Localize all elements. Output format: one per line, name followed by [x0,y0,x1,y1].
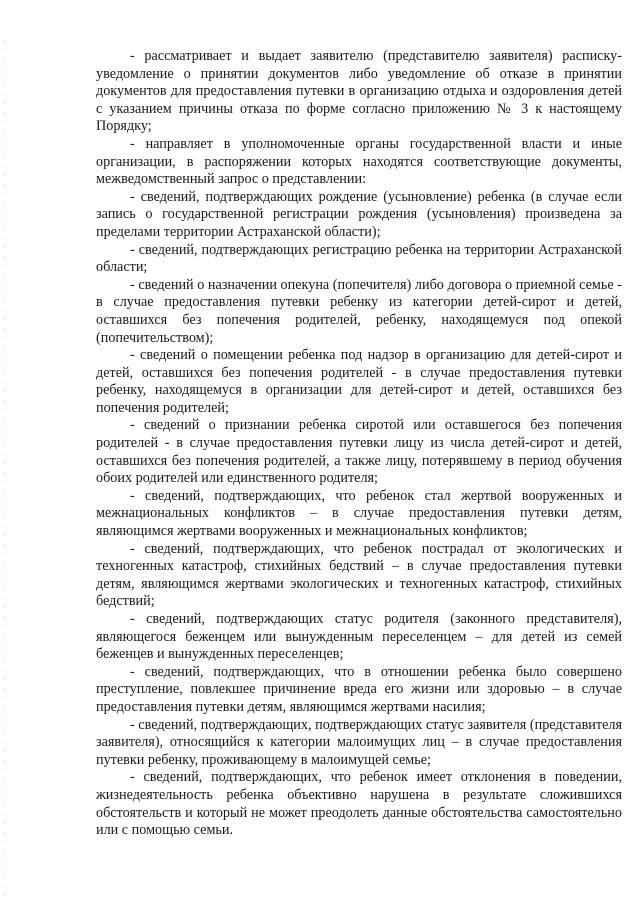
paragraph: - сведений, подтверждающих, что ребенок имеет отклонения в поведении, жизнедеятельность ребенка объективно нарушена в результате сложившихся обстоятельств и который не может преодолеть данные обстоятельства самостоятельно или с помощью семьи. [96,769,622,839]
paragraph: - сведений, подтверждающих, что в отношении ребенка было совершено преступление, повлекшее причинение вреда его жизни или здоровью – в случае предоставления путевки детям, являющимся жертвами насилия; [96,663,622,715]
paragraph: - сведений, подтверждающих, подтверждающих статус заявителя (представителя заявителя), относящийся к категории малоимущих лиц – в случае предоставления путевки ребенку, проживающему в малоимущей семье; [96,716,622,768]
paragraph: - сведений, подтверждающих рождение (усыновление) ребенка (в случае если запись о государственной регистрации рождения (усыновления) произведена за пределами территории Астраханской области); [96,188,622,240]
document-body [96,48,622,840]
paragraph: - сведений о назначении опекуна (попечителя) либо договора о приемной семье - в случае предоставления путевки ребенку из категории детей-сирот и детей, оставшихся без попечения родителей, ребенку, находящемуся под опекой (попечительством); [96,276,622,346]
paragraph: - направляет в уполномоченные органы государственной власти и иные организации, в распоряжении которых находятся соответствующие документы, межведомственный запрос о представлении: [96,135,622,188]
scan-margin-artifact [4,40,6,900]
paragraph: - сведений, подтверждающих статус родителя (законного представителя), являющегося беженцем или вынужденным переселенцем – для детей из семей беженцев и вынужденных переселенцев; [96,611,622,663]
paragraph: - сведений о помещении ребенка под надзор в организацию для детей-сирот и детей, оставшихся без попечения родителей - в случае предоставления путевки ребенку, находящемуся в организации для детей-сирот и детей, оставшихся без попечения родителей; [96,347,622,416]
paragraph: - сведений, подтверждающих регистрацию ребенка на территории Астраханской области; [96,241,622,276]
paragraph: - сведений, подтверждающих, что ребенок пострадал от экологических и техногенных катастроф, стихийных бедствий – в случае предоставления путевки детям, являющимся жертвами экологических и техногенных катастроф, стихийных бедствий; [96,540,622,610]
paragraph: - сведений о признании ребенка сиротой или оставшегося без попечения родителей - в случае предоставления путевки лицу из числа детей-сирот и детей, оставшихся без попечения родителей, а также лицу, потерявшему в период обучения обоих родителей или единственного родителя; [96,417,622,487]
paragraph: - рассматривает и выдает заявителю (представителю заявителя) расписку-уведомление о принятии документов либо уведомление об отказе в принятии документов для предоставления путевки в организацию отдыха и оздоровления детей с указанием причины отказа по форме согласно приложению № 3 к настоящему Порядку; [96,48,622,135]
paragraph: - сведений, подтверждающих, что ребенок стал жертвой вооруженных и межнациональных конфликтов – в случае предоставления путевки детям, являющимся жертвами вооруженных и межнациональных конфликтов; [96,487,622,540]
